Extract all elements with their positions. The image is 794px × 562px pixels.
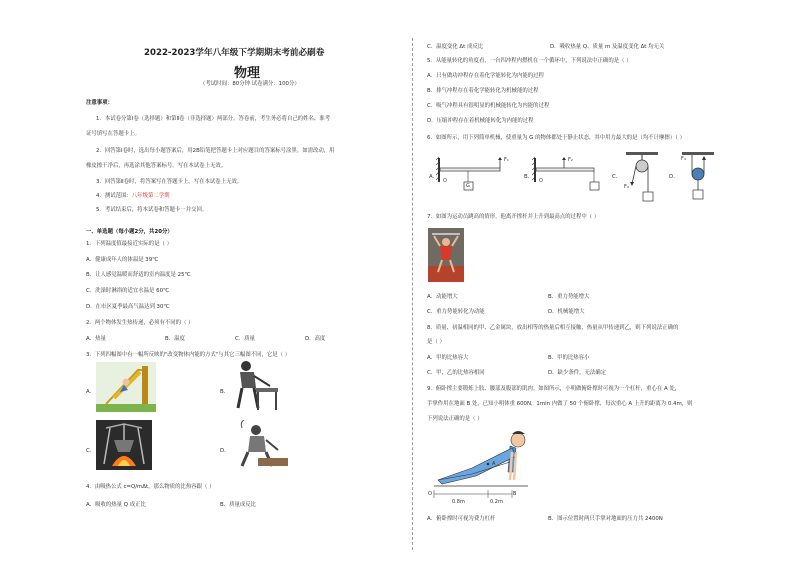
q6-option-d: D． [669,174,679,180]
slide-figure [96,362,156,412]
notes-heading: 注意事项： [86,100,113,106]
q4-option-b: B．质量成反比 [220,502,257,508]
note-3: 3．回答第Ⅱ卷时，将答案写在答题卡上。写在本试卷上无效。 [96,179,243,185]
q4-option-d: D．吸收热量 Q、质量 m 及温度变化 Δt 均无关 [550,44,665,50]
q8-stem-line2: 是（ ） [427,339,445,345]
note-1: 1．本试卷分第Ⅰ卷（选择题）和第Ⅱ卷（非选择题）两部分。答卷前，考生务必将自己的姓名、准考 [96,116,331,122]
q2-option-a: A．热量 [86,336,106,342]
force-f2-label: F₂ [568,157,573,163]
lever-a-figure [436,156,508,196]
q8-option-b: B．甲的比热容小 [548,355,590,361]
q8-option-c: C．甲、乙的比热容相同 [427,370,485,376]
q1-option-b: B．让人感觉温暖而舒适的室内温度是 25℃ [86,272,191,278]
exam-info: （考试时间：80分钟 试卷满分：100分） [200,81,300,87]
high-jump-photo [428,228,464,282]
q7-stem: 7．如图为运动员跳高的情形，他离开撑杆并上升到最高点的过程中（ ） [427,214,600,220]
note-1b: 证号填写在答题卡上。 [86,131,140,137]
q1-option-c: C．洗澡时淋浴的适宜水温是 60℃ [86,288,170,294]
q4-option-a: A．吸收的热量 Q 成正比 [86,502,146,508]
q7-option-a: A．动能增大 [427,294,458,300]
q3-option-c: C． [86,448,96,454]
q4-option-c: C．温度变化 Δt 成反比 [427,44,484,50]
q1-option-a: A．健康成年人的体温是 39℃ [86,257,159,263]
q5-option-c: C．吸气冲程具有很明显的机械能转化为内能的过程 [427,103,550,109]
q4-stem: 4．由吸热公式 c=Q/mΔt，那么物质的比热容跟（ ） [86,484,215,490]
q5-option-d: D．压缩冲程存在着机械能转化为内能的过程 [427,118,534,124]
force-f3-label: F₃ [624,184,629,190]
q6-option-a: A． [429,174,439,180]
q9-stem-line1: 9．俯卧撑主要锻炼上肢、腰部及腹部的肌肉。如图所示，小明做俯卧撑时可视为一个杠杆，重心在 A 处， [427,386,681,392]
q5-option-a: A．只有做功冲程存在着化学能转化为内能的过程 [427,73,544,79]
hand-label-b: B [513,491,517,497]
q2-stem: 2．两个物体发生热传递，必须有不同的（ ） [86,320,194,326]
note-2b: 橡皮擦干净后，再选涂其他答案标号。写在本试卷上无效。 [86,163,227,169]
q1-stem: 1．下列温度值最接近实际的是（ ） [86,241,173,247]
q7-option-c: C．重力势能转化为动能 [427,309,485,315]
q3-option-b: B． [220,389,230,395]
q8-stem-line1: 8．质量、初温相同的甲、乙金属块，放出相等的热量后相互接触，热量从甲传递到乙，则下列说法正确的 [427,325,679,331]
distance-label-1: 0.8m [452,499,465,505]
section-heading: 一、单选题（每小题2分，共20分） [86,229,173,235]
q5-option-b: B．排气冲程存在着化学能转化为机械能的过程 [427,88,539,94]
q8-option-d: D．缺少条件，无法确定 [548,370,607,376]
sawing-figure [228,358,280,412]
test-range: 八年级第二学期 [131,193,170,199]
distance-label-2: 0.2m [490,499,503,505]
pivot-b-label: O [539,178,543,184]
fire-drill-figure [236,420,290,470]
q6-option-b: B． [524,174,534,180]
pushup-figure [432,428,532,508]
q7-option-d: D．机械能增大 [548,309,585,315]
column-divider [412,38,413,550]
lever-b-figure [532,156,602,196]
fixed-pulley-figure [622,152,662,204]
force-f4-label: F₄ [681,156,686,162]
campfire-figure [96,420,152,470]
q5-stem: 5．从能量转化的角度看，一台四冲程内燃机在一个循环中，下列说法中正确的是（ ） [427,58,632,64]
q1-option-d: D．在市区夏季最高气温达到 30℃ [86,304,170,310]
note-2: 2．回答第Ⅰ卷时，选出每小题答案后，用2B铅笔把答题卡上对应题目的答案标号涂黑。如需改动，用 [96,148,335,154]
q8-option-a: A．甲的比热容大 [427,355,469,361]
q9-stem-line2: 手掌作用在地面 B 处，已知小明体重 600N，1min 内做了 50 个俯卧撑，每次重心 A 上升的距离为 0.4m，则 [427,401,693,407]
foot-label-o: O [428,491,432,497]
q7-option-b: B．重力势能增大 [548,294,590,300]
q2-option-c: C．质量 [235,336,255,342]
q2-option-d: D．高度 [305,336,326,342]
q9-option-a: A．俯卧撑时可视为费力杠杆 [427,516,496,522]
q3-stem: 3．下列四幅图中有一幅所反映的"改变物体内能的方式"与其它三幅图不同，它是（ ） [86,352,291,358]
subject-title: 物理 [234,66,261,81]
weight-a-label: G [466,183,470,189]
q9-stem-line3: 下列说法正确的是（ ） [427,416,483,422]
q6-option-c: C． [612,174,622,180]
q3-option-d: D． [220,448,230,454]
q9-option-b: B．图示位置时两只手掌对地面的压力共 2400N [548,516,663,522]
center-label-a: A [492,461,496,467]
note-5: 5．考试结束后，将本试卷和答题卡一并交回。 [96,207,208,213]
note-4-label: 4．测试范围： [96,193,132,199]
q6-stem: 6．如图所示，用下列简单机械，使重量为 G 的物体都处于静止状态，其中用力最大的是（均不计摩擦）（ ） [427,135,686,141]
q2-option-b: B．温度 [165,336,185,342]
pivot-a-label: O [443,178,447,184]
exam-title: 2022-2023学年八年级下学期期末考前必刷卷 [144,48,325,58]
q3-option-a: A． [86,389,96,395]
note-4 [96,193,170,200]
force-f1-label: F₁ [504,157,509,163]
